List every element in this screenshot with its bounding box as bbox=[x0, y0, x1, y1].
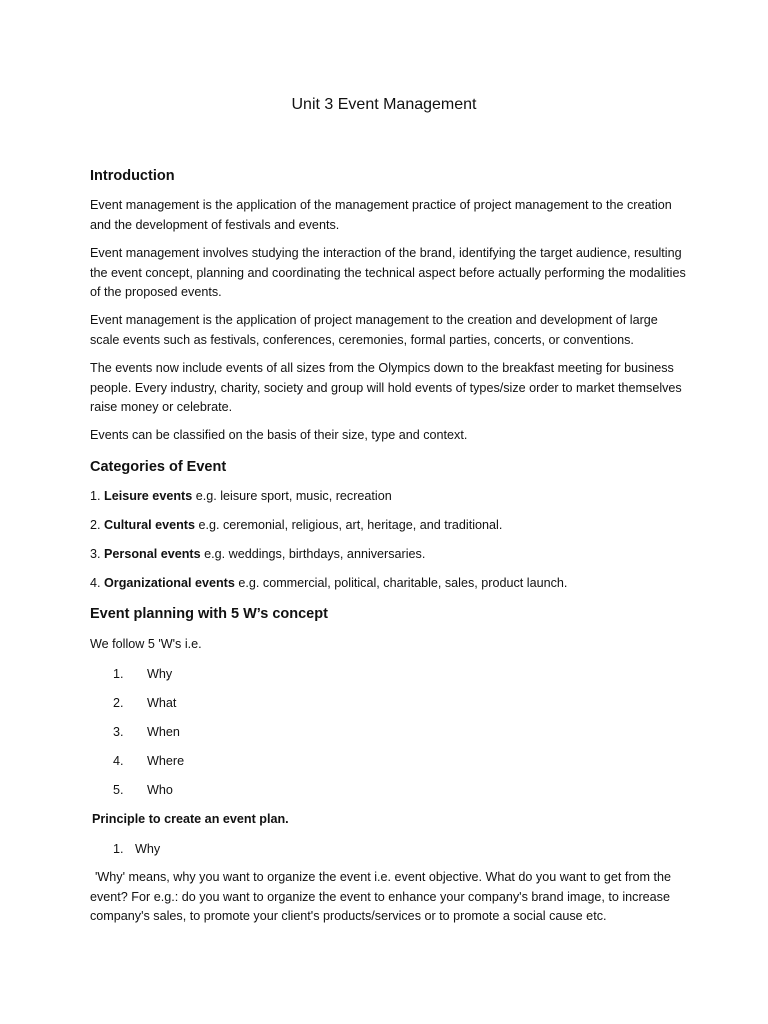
list-number: 1. bbox=[113, 667, 124, 681]
category-detail: e.g. weddings, birthdays, anniversaries. bbox=[200, 547, 426, 561]
category-label: Organizational events bbox=[104, 576, 235, 590]
document-title: Unit 3 Event Management bbox=[291, 96, 477, 113]
list-number: 3. bbox=[113, 725, 124, 739]
category-number: 4. bbox=[90, 576, 101, 590]
principle-label: Principle to create an event plan. bbox=[92, 812, 289, 826]
list-number: 5. bbox=[113, 783, 124, 797]
planning-heading: Event planning with 5 W’s concept bbox=[90, 606, 328, 622]
category-item bbox=[90, 545, 690, 565]
list-number: 4. bbox=[113, 754, 124, 768]
intro-paragraph-3: Event management is the application of project management to the creation and development of large scale events such as festivals, conferences, ceremonies, formal parties, concerts, or conventions. bbox=[90, 313, 658, 347]
category-detail: e.g. commercial, political, charitable, sales, product launch. bbox=[234, 576, 568, 590]
category-number: 3. bbox=[90, 547, 101, 561]
intro-paragraph-2: Event management involves studying the interaction of the brand, identifying the target audience, resulting the event concept, planning and coordinating the technical aspect before actually performing the modalities of the proposed events. bbox=[90, 246, 686, 299]
list-text: Why bbox=[147, 667, 173, 681]
list-text: What bbox=[147, 696, 177, 710]
list-number: 1. bbox=[113, 842, 124, 856]
category-number: 1. bbox=[90, 489, 101, 503]
category-detail: e.g. leisure sport, music, recreation bbox=[192, 489, 392, 503]
categories-heading: Categories of Event bbox=[90, 459, 227, 475]
planning-intro: We follow 5 'W's i.e. bbox=[90, 637, 202, 651]
category-label: Leisure events bbox=[104, 489, 193, 503]
list-text: Why bbox=[135, 842, 161, 856]
list-text: When bbox=[147, 725, 180, 739]
intro-paragraph-4: The events now include events of all sizes from the Olympics down to the breakfast meeting for business people. Every industry, charity, society and group will hold events of types/size order to market themselves raise money or celebrate. bbox=[90, 361, 682, 414]
why-paragraph: 'Why' means, why you want to organize the event i.e. event objective. What do you want to get from the event? For e.g.: do you want to organize the event to enhance your company's brand image, to increase company's sales, to promote your client's products/services or to promote a social cause etc. bbox=[90, 870, 672, 923]
list-text: Where bbox=[147, 754, 185, 768]
category-item bbox=[90, 487, 690, 507]
category-number: 2. bbox=[90, 518, 101, 532]
category-item bbox=[90, 574, 690, 594]
category-item bbox=[90, 516, 690, 536]
intro-paragraph-5: Events can be classified on the basis of their size, type and context. bbox=[90, 428, 468, 442]
list-text: Who bbox=[147, 783, 173, 797]
category-label: Personal events bbox=[104, 547, 201, 561]
introduction-heading: Introduction bbox=[90, 168, 175, 184]
category-detail: e.g. ceremonial, religious, art, heritage, and traditional. bbox=[195, 518, 503, 532]
list-number: 2. bbox=[113, 696, 124, 710]
intro-paragraph-1: Event management is the application of the management practice of project management to the creation and the development of festivals and events. bbox=[90, 198, 672, 232]
category-label: Cultural events bbox=[104, 518, 195, 532]
